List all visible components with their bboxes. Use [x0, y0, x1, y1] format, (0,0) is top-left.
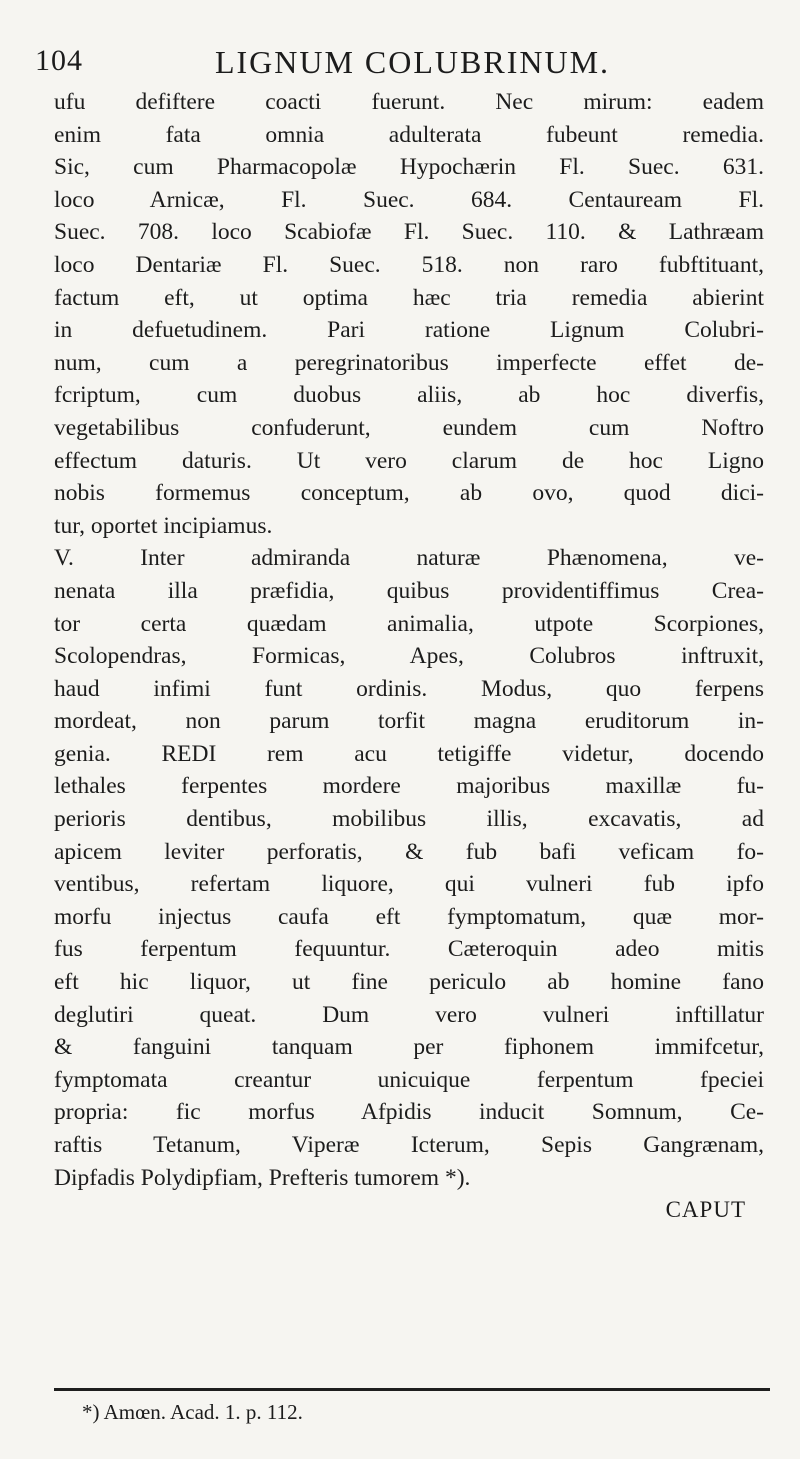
text-line: num, cum a peregrinatoribus imperfecte effet de-	[54, 349, 764, 376]
text-line: fymptomata creantur unicuique ferpentum fpeciei	[54, 1066, 764, 1093]
text-line: enim fata omnia adulterata fubeunt remedia.	[54, 121, 764, 148]
text-line: deglutiri queat. Dum vero vulneri inftillatur	[54, 1001, 764, 1028]
text-line: lethales ferpentes mordere majoribus maxillæ fu-	[54, 773, 764, 800]
text-line: V. Inter admiranda naturæ Phænomena, ve-	[54, 545, 764, 572]
text-line: apicem leviter perforatis, & fub bafi veficam fo-	[54, 838, 764, 865]
text-line: eft hic liquor, ut fine periculo ab homine fano	[54, 969, 764, 996]
text-line: perioris dentibus, mobilibus illis, excavatis, ad	[54, 806, 764, 833]
footnote: *) Amœn. Acad. 1. p. 112.	[82, 1400, 303, 1424]
text-line: raftis Tetanum, Viperæ Icterum, Sepis Gangrænam,	[54, 1132, 764, 1158]
text-line: ventibus, refertam liquore, qui vulneri fub ipfo	[54, 871, 764, 898]
footnote-rule	[54, 1388, 770, 1391]
text-line: tor certa quædam animalia, utpote Scorpiones,	[54, 610, 764, 637]
catchword: CAPUT	[665, 1197, 746, 1223]
text-line: mordeat, non parum torfit magna eruditorum in-	[54, 708, 764, 735]
text-line: fcriptum, cum duobus aliis, ab hoc diverfis,	[54, 382, 764, 409]
text-line: ufu defiftere coacti fuerunt. Nec mirum: eadem	[54, 89, 764, 115]
text-line: vegetabilibus confuderunt, eundem cum Noftro	[54, 414, 764, 441]
page-header	[35, 44, 750, 84]
text-line: haud infimi funt ordinis. Modus, quo ferpens	[54, 675, 764, 702]
text-line: Scolopendras, Formicas, Apes, Colubros inftruxit,	[54, 643, 764, 670]
text-line: & fanguini tanquam per fiphonem immifcetur,	[54, 1034, 764, 1061]
text-line: Dipfadis Polydipfiam, Prefteris tumorem *).	[54, 1164, 471, 1191]
page-number: 104	[35, 44, 83, 77]
text-line: fus ferpentum fequuntur. Cæteroquin adeo mitis	[54, 936, 764, 963]
text-line: loco Arnicæ, Fl. Suec. 684. Centauream Fl.	[54, 186, 764, 213]
text-line: Suec. 708. loco Scabiofæ Fl. Suec. 110. & Lathræam	[54, 219, 764, 246]
text-line: genia. REDI rem acu tetigiffe videtur, docendo	[54, 740, 764, 767]
text-line: factum eft, ut optima hæc tria remedia abierint	[54, 284, 764, 311]
text-line: nobis formemus conceptum, ab ovo, quod dici-	[54, 480, 764, 507]
text-line: tur, oportet incipiamus.	[54, 512, 273, 539]
text-line: in defuetudinem. Pari ratione Lignum Colubri-	[54, 317, 764, 344]
text-line: loco Dentariæ Fl. Suec. 518. non raro fubftituant,	[54, 251, 764, 278]
body-text	[54, 86, 764, 1227]
text-line: effectum daturis. Ut vero clarum de hoc Ligno	[54, 447, 764, 474]
text-line: Sic, cum Pharmacopolæ Hypochærin Fl. Suec. 631.	[54, 154, 764, 181]
text-line: propria: fic morfus Afpidis inducit Somnum, Ce-	[54, 1099, 764, 1126]
running-head: LIGNUM COLUBRINUM.	[214, 44, 611, 80]
text-line: nenata illa præfidia, quibus providentiffimus Crea-	[54, 577, 764, 604]
text-line: morfu injectus caufa eft fymptomatum, quæ mor-	[54, 903, 764, 930]
